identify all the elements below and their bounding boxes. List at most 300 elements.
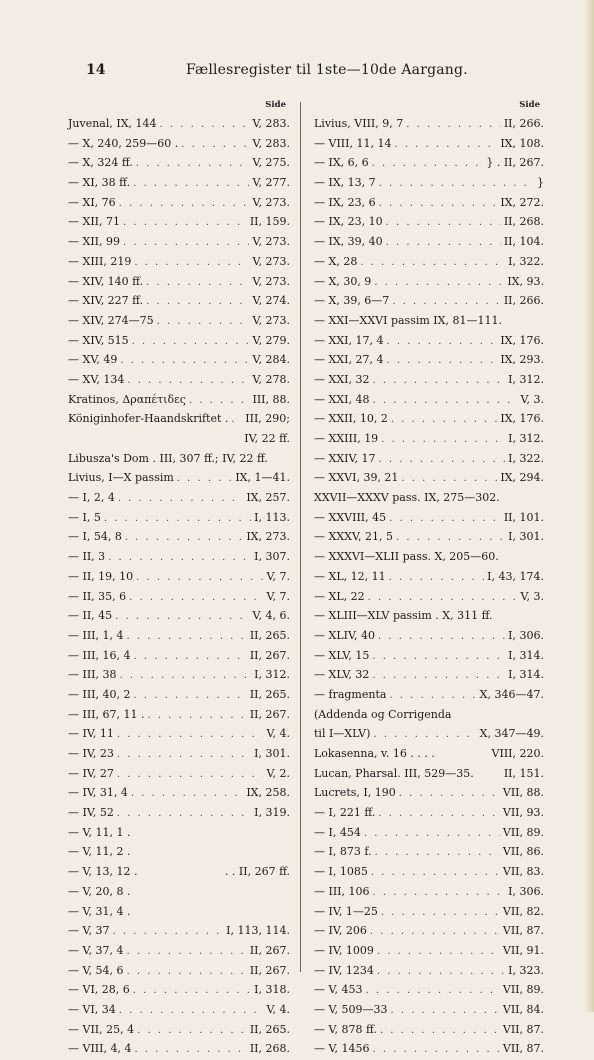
dot-leader [389,509,501,529]
index-entry [68,1020,290,1040]
index-entry [314,114,544,134]
index-entry [68,1039,290,1059]
dot-leader [133,174,249,194]
dot-leader [372,154,484,174]
entry-reference: VII, 87. [502,924,544,938]
entry-label: — III, 40, 2 [68,687,131,701]
dot-leader [146,273,249,293]
entry-reference: VII, 91. [502,943,544,957]
entry-label: — I, 454 [314,825,361,839]
entry-label: — II, 35, 6 [68,589,127,603]
entry-label: — VI, 34 [68,1002,116,1016]
entry-label: — III, 38 [68,668,117,682]
index-entry [314,252,544,272]
entry-reference: IX, 176. [500,412,544,426]
entry-label: — V, 20, 8 . [68,884,131,898]
index-entry [68,488,290,508]
entry-label: — XL, 22 [314,589,365,603]
entry-label: — XLV, 32 [314,668,370,682]
index-entry [314,370,544,390]
dot-leader [117,745,251,765]
entry-label: — XXII, 10, 2 [314,412,388,426]
dot-leader [136,568,263,588]
index-entry [68,390,290,410]
entry-reference: V, 4. [266,1002,290,1016]
dot-leader [391,1001,500,1021]
dot-leader [134,1040,246,1060]
entry-label: — III, 106 [314,884,370,898]
entry-reference: VII, 87. [502,1042,544,1056]
index-entry [68,685,290,705]
index-entry [68,587,290,607]
entry-label: — XXI, 17, 4 [314,333,384,347]
entry-reference: II, 101. [503,510,544,524]
index-entry [314,961,544,981]
entry-label: — IX, 39, 40 [314,235,383,249]
entry-label: — IX, 23, 6 [314,195,376,209]
entry-reference: V, 4. [266,727,290,741]
dot-leader [373,725,476,745]
dot-leader [115,607,249,627]
dot-leader [381,430,505,450]
entry-label: — XII, 99 [68,235,121,249]
dot-leader [401,469,497,489]
index-entry [68,409,290,429]
index-entry [68,823,290,843]
dot-leader [181,135,249,155]
entry-label: — XIV, 515 [68,333,129,347]
entry-label: — XXVIII, 45 [314,510,387,524]
entry-label: — V, 11, 2 . [68,845,131,859]
entry-label: — VI, 28, 6 [68,983,130,997]
index-entry [68,311,290,331]
index-entry [314,882,544,902]
entry-reference: I, 301. [508,530,544,544]
entry-reference: II, 265. [249,1022,290,1036]
entry-reference: I, 113, 114. [226,924,290,938]
index-entry [314,842,544,862]
index-entry [68,153,290,173]
dot-leader [134,647,247,667]
dot-leader [133,981,251,1001]
dot-leader [378,804,500,824]
entry-label: — XII, 71 [68,215,121,229]
dot-leader [372,666,505,686]
index-entry [314,390,544,410]
index-entry [68,527,290,547]
index-entry [68,567,290,587]
dot-leader [117,725,264,745]
index-entry [68,508,290,528]
entry-label: — X, 324 ff. [68,156,133,170]
dot-leader [373,1040,500,1060]
entry-reference: IX, 176. [500,333,544,347]
entry-reference: I, 306. [508,628,544,642]
dot-leader [177,469,233,489]
index-entry [68,370,290,390]
dot-leader [380,1021,500,1041]
dot-leader [104,509,251,529]
entry-reference: III, 290; [245,412,290,426]
dot-leader [389,568,485,588]
running-title: Fællesregister til 1ste—10de Aargang. [186,62,468,78]
index-entry [314,862,544,882]
entry-label: — V, 37 [68,924,110,938]
index-entry [68,724,290,744]
entry-reference: V, 3. [520,392,544,406]
entry-reference: X, 346—47. [479,687,544,701]
index-entry [68,114,290,134]
entry-label: Libusza's Dom . III, 307 ff.; IV, 22 ff. [68,451,268,465]
entry-label: — V, 31, 4 . [68,904,131,918]
dot-leader [386,233,501,253]
entry-reference: } . II, 267. [486,156,544,170]
index-entry [314,468,544,488]
entry-label: — VII, 25, 4 [68,1022,135,1036]
entry-reference: I, 306. [508,884,544,898]
entry-label: — V, 453 [314,983,363,997]
entry-reference: I, 43, 174. [487,569,544,583]
dot-leader [157,312,250,332]
entry-reference: V, 4, 6. [252,609,290,623]
entry-label: — X, 28 [314,254,358,268]
entry-label: — XXXV, 21, 5 [314,530,393,544]
index-entry [68,606,290,626]
index-entry [314,941,544,961]
entry-reference: I, 318. [254,983,290,997]
entry-reference: V, 279. [252,333,290,347]
entry-reference: VII, 86. [502,845,544,859]
entry-label: — XXI—XXVI passim IX, 81—111. [314,313,502,327]
dot-leader [381,903,500,923]
index-entry [314,626,544,646]
dot-leader [127,627,247,647]
entry-reference: VII, 93. [502,806,544,820]
index-entry [68,252,290,272]
entry-label: — XXIII, 19 [314,432,379,445]
entry-label: — XIV, 227 ff. [68,294,144,308]
entry-label: — I, 54, 8 [68,530,122,544]
dot-leader [189,391,250,411]
dot-leader [117,765,264,785]
right-column [314,100,544,1059]
dot-leader [378,627,505,647]
entry-reference: I, 322. [508,254,544,268]
entry-label: — IV, 1009 [314,943,374,957]
index-entry [68,862,290,882]
index-entry [314,153,544,173]
index-entry [314,173,544,193]
entry-reference: I, 301. [254,747,290,760]
index-entry [314,1039,544,1059]
entry-label: — XIII, 219 [68,254,132,268]
index-entry [68,665,290,685]
entry-label: — V, 509—33 [314,1002,388,1016]
entry-label: — IV, 206 [314,924,367,938]
entry-label: — IV, 1—25 [314,904,378,918]
entry-label: — I, 221 ff. [314,806,376,820]
index-entry [314,744,544,764]
index-entry [68,705,290,725]
dot-leader [136,154,250,174]
entry-label: — XLIV, 40 [314,628,375,642]
dot-leader [373,391,518,411]
index-entry [68,449,290,469]
entry-label: — IV, 23 [68,747,114,760]
entry-label: — I, 1085 [314,865,368,879]
page-number: 14 [86,62,106,78]
entry-reference: V, 278. [252,372,290,386]
entry-label: — X, 30, 9 [314,274,372,288]
entry-label: Livius, VIII, 9, 7 [314,117,404,130]
dot-leader [387,351,498,371]
entry-reference: V, 273. [252,313,290,327]
index-entry [314,212,544,232]
index-entry [314,350,544,370]
entry-reference: VII, 87. [502,1022,544,1036]
entry-reference: VII, 84. [502,1002,544,1016]
entry-label: Kratinos, Δραπέτιδες [68,392,186,406]
entry-label: (Addenda og Corrigenda [314,707,452,721]
dot-leader [137,1021,247,1041]
entry-label: — VIII, 11, 14 [314,136,392,150]
index-entry [314,724,544,744]
entry-reference: II, 159. [249,215,290,229]
index-entry [68,134,290,154]
entry-reference: IX, 108. [500,136,544,150]
entry-label: Livius, I—X passim [68,471,174,485]
entry-reference: V, 274. [252,294,290,308]
dot-leader [372,647,505,667]
index-entry [68,429,290,449]
left-side-label: Side [265,100,286,110]
index-entry [68,1000,290,1020]
index-entry [68,744,290,764]
dot-leader [127,371,249,391]
entry-label: — I, 2, 4 [68,491,115,505]
index-entry [314,311,544,331]
dot-leader [132,332,250,352]
dot-leader [379,194,498,214]
entry-reference: V, 2. [266,766,290,780]
dot-leader [371,863,500,883]
dot-leader [379,174,534,194]
entry-reference: II, 265. [249,628,290,642]
entry-label: XXVII—XXXV pass. IX, 275—302. [314,491,500,505]
entry-reference: IX, 294. [500,471,544,485]
entry-label: — IV, 52 [68,806,114,820]
dot-leader [379,450,506,470]
index-entry [68,980,290,1000]
entry-reference: II, 267. [249,943,290,957]
dot-leader [386,213,501,233]
dot-leader [389,686,476,706]
dot-leader [127,962,247,982]
entry-label: — I, 5 [68,510,101,524]
index-entry [314,705,544,725]
index-entry [314,1020,544,1040]
entry-label: — XV, 49 [68,353,118,367]
entry-reference: II, 267. [249,648,290,662]
entry-reference: I, 323. [508,963,544,977]
entry-label: — IX, 13, 7 [314,176,376,190]
index-entry [314,193,544,213]
dot-leader [391,410,497,430]
entry-label: — IV, 27 [68,766,114,780]
dot-leader [131,784,243,804]
dot-leader [231,410,242,430]
entry-reference: I, 307. [254,550,290,564]
entry-reference: X, 347—49. [479,727,544,741]
entry-label: — X, 39, 6—7 [314,294,390,308]
dot-leader [127,942,247,962]
entry-label: — XXI, 27, 4 [314,353,384,367]
entry-label: — II, 3 [68,550,106,564]
index-entry [68,626,290,646]
left-column [68,100,290,1059]
left-entries [68,114,290,1059]
index-entry [314,409,544,429]
entry-reference: } [537,176,544,190]
index-entry [68,941,290,961]
entry-reference: II, 266. [503,117,544,130]
right-entries [314,114,544,1059]
index-entry [314,685,544,705]
index-entry [68,212,290,232]
dot-leader [125,528,244,548]
entry-label: — IV, 31, 4 [68,786,128,800]
entry-reference: II, 151. [503,766,544,780]
entry-reference: IX, 273. [246,530,290,544]
index-entry [68,547,290,567]
entry-reference: II, 268. [249,1042,290,1056]
entry-label: — III, 1, 4 [68,628,124,642]
entry-label: — XXXVI—XLII pass. X, 205—60. [314,550,499,564]
index-entry [68,961,290,981]
dot-leader [364,824,500,844]
entry-label: — IV, 11 [68,727,114,741]
index-entry [314,980,544,1000]
index-entry [314,665,544,685]
entry-label: — X, 240, 259—60 . [68,136,179,150]
index-entry [68,842,290,862]
dot-leader [113,922,224,942]
index-entry [68,803,290,823]
index-entry [68,783,290,803]
entry-reference: I, 319. [254,806,290,820]
entry-reference: II, 268. [503,215,544,229]
dot-leader [119,1001,264,1021]
entry-label: — V, 878 ff. [314,1022,377,1036]
index-entry [314,764,544,784]
entry-label: — V, 54, 6 [68,963,124,977]
entry-reference: VII, 89. [502,983,544,997]
dot-leader [120,351,249,371]
entry-reference: V, 7. [266,569,290,583]
entry-reference: VII, 88. [502,786,544,800]
entry-label: — I, 873 f. [314,845,372,859]
index-entry [314,587,544,607]
entry-reference: V, 275. [252,156,290,170]
entry-reference: IX, 1—41. [235,471,290,485]
index-entry [314,547,544,567]
entry-reference: . . II, 267 ff. [224,865,290,879]
dot-leader [123,233,249,253]
index-entry [314,429,544,449]
index-entry [68,331,290,351]
dot-leader [117,804,251,824]
entry-reference: VII, 83. [502,865,544,879]
index-entry [68,764,290,784]
dot-leader [374,273,504,293]
index-entry [314,567,544,587]
entry-reference: IX, 93. [507,274,544,288]
index-entry [68,173,290,193]
index-entry [314,488,544,508]
entry-reference: V, 283. [252,117,290,130]
dot-leader [160,115,250,135]
entry-reference: II, 267. [249,707,290,721]
index-entry [314,331,544,351]
dot-leader [377,942,500,962]
entry-label: — IV, 1234 [314,963,374,977]
index-entry [314,902,544,922]
entry-label: — III, 16, 4 [68,648,131,662]
right-side-label: Side [519,100,540,110]
entry-label: Lucrets, I, 190 [314,786,396,800]
entry-reference: IX, 293. [500,353,544,367]
entry-reference: I, 322. [508,451,544,465]
entry-reference: II, 265. [249,687,290,701]
dot-leader [134,253,249,273]
dot-leader [399,784,500,804]
dot-leader [148,706,247,726]
entry-label: Lokasenna, v. 16 . . . . [314,747,435,760]
entry-reference: I, 314. [508,668,544,682]
index-entry [314,823,544,843]
index-entry [314,803,544,823]
entry-label: — V, 13, 12 . [68,865,138,879]
index-entry [314,921,544,941]
dot-leader [387,332,498,352]
dot-leader [373,883,506,903]
dot-leader [123,213,247,233]
entry-reference: I, 312. [508,432,544,445]
entry-reference: II, 266. [503,294,544,308]
index-entry [314,449,544,469]
entry-label: til I—XLV) [314,727,371,741]
dot-leader [406,115,501,135]
entry-label: — XXI, 32 [314,372,370,386]
entry-label: — IX, 23, 10 [314,215,383,229]
entry-label: — V, 11, 1 . [68,825,131,839]
dot-leader [366,981,500,1001]
entry-label: — XIV, 140 ff. [68,274,144,288]
dot-leader [370,922,500,942]
page-spine-shadow [584,0,594,1012]
entry-reference: VIII, 220. [491,747,544,760]
entry-reference: IX, 257. [246,491,290,505]
entry-label: — XXIV, 17 [314,451,376,465]
index-entry [314,272,544,292]
column-divider [300,102,301,972]
dot-leader [146,292,249,312]
index-entry [68,902,290,922]
index-entry [314,134,544,154]
entry-label: Juvenal, IX, 144 [68,117,157,130]
entry-reference: V, 283. [252,136,290,150]
entry-reference: V, 7. [266,589,290,603]
